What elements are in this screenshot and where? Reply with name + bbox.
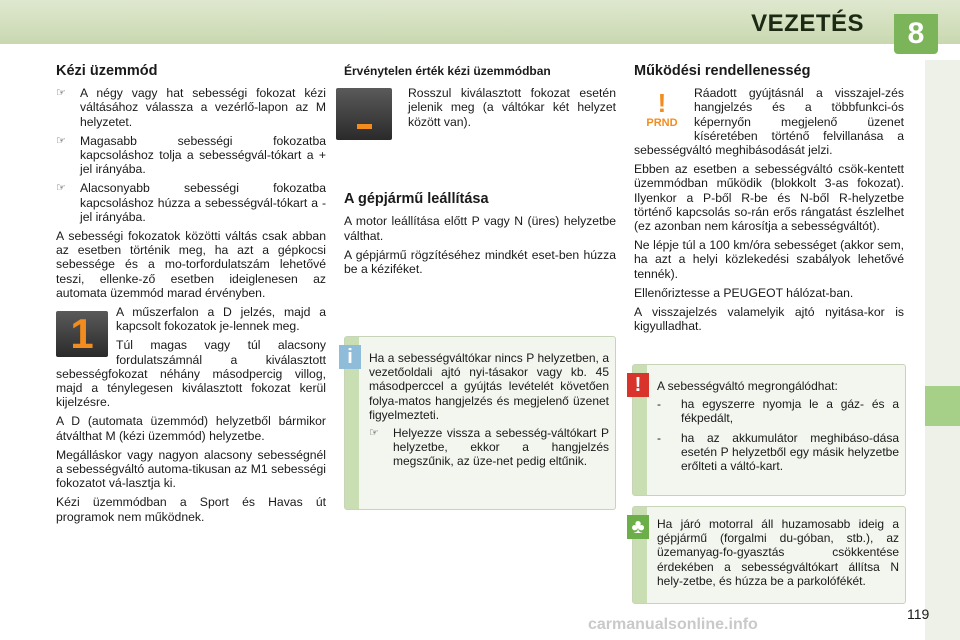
paragraph: Ellenőriztesse a PEUGEOT hálózat-ban. (634, 285, 854, 300)
column-malfunction (634, 64, 904, 338)
warning-label: PRND (646, 117, 678, 130)
hand-pointer-icon: ☞ (56, 182, 66, 195)
hand-pointer-icon: ☞ (56, 87, 66, 100)
svg-text:!: ! (657, 88, 667, 119)
paragraph: A sebességváltó megrongálódhat: (657, 379, 838, 393)
list-item: - ha egyszerre nyomja le a gáz- és a fékpedált, (657, 397, 899, 426)
paragraph: Ebben az esetben a sebességváltó csök-kentett üzemmódban működik (blokkolt 3-as fokozat). Ilyenkor a P-ből R-be és N-ből R-helyzetbe történő kapcsolás so-rán erős rángatást észlelhet (ez azonban nem károsítja a sebességváltót). (634, 162, 904, 234)
paragraph: Megálláskor vagy nagyon alacsony sebességnél a sebességváltó automa-tikusan az M1 sebességi fokozatot vá-lasztja ki. (56, 447, 326, 491)
malfunction-heading: Működési rendellenesség (634, 63, 811, 79)
paragraph: Ha a sebességváltókar nincs P helyzetben, a vezetőoldali ajtó nyi-tásakor vagy kb. 45 másodperccel a gyújtás levételét követően folya-matos hangjelzés és megjelenő üzenet figyelmezteti. (369, 351, 609, 422)
eco-tip-box (632, 506, 906, 604)
eco-tree-icon: ♣ (627, 515, 649, 539)
watermark: carmanualsonline.info (588, 616, 758, 633)
minus-display-icon (336, 88, 392, 140)
list-item: ☞ Helyezze vissza a sebesség-váltókart P helyzetbe, ekkor a hangjelzés megszűnik, az üze-net pedig eltűnik. (369, 426, 609, 469)
page-number: 119 (907, 606, 930, 622)
paragraph: A motor leállítása előtt P vagy N (üres) helyzetbe válthat. (344, 214, 616, 243)
page-header (0, 0, 960, 44)
invalid-value-heading: Érvénytelen érték kézi üzemmódban (344, 64, 551, 78)
hand-pointer-icon: ☞ (369, 427, 379, 440)
side-index-strip (925, 60, 960, 640)
paragraph: Túl magas vagy túl alacsony fordulatszámnál a kiválasztott sebességfokozat néhány másodpercig villog, majd a ténylegesen kiválasztott fokozat kerül kijelzésre. (56, 338, 326, 410)
info-box (344, 336, 616, 510)
paragraph: Ráadott gyújtásnál a visszajel-zés hangjelzés és a többfunkci-ós képernyőn megjelenő üzenet kíséretében történő felvillanása a sebességváltó meghibásodását jelzi. (634, 86, 904, 158)
exclamation-icon: ! (627, 373, 649, 397)
paragraph: A visszajelzés valamelyik ajtó nyitása-kor is kigyulladhat. (634, 305, 904, 334)
vehicle-stop-heading: A gépjármű leállítása (344, 191, 489, 208)
display-number-icon: 1 (56, 311, 108, 357)
column-invalid-and-stop (344, 64, 616, 281)
list-item: ☞ Magasabb sebességi fokozatba kapcsoláshoz tolja a sebességvál-tókart a + jel irányába. (56, 133, 326, 177)
paragraph: Ha járó motorral áll huzamosabb ideig a gépjármű (forgalmi du-góban, stb.), az üzemanyag-fo-gyasztás csökkentése érdekében a sebességváltókart állítsa N hely-zetbe, és húzza be a parkolófékét. (657, 517, 899, 588)
warning-box (632, 364, 906, 496)
info-icon: i (339, 345, 361, 369)
paragraph: Rosszul kiválasztott fokozat esetén jelenik meg (a váltókar két helyzet között van). (408, 86, 616, 129)
chapter-title: VEZETÉS (751, 10, 864, 37)
side-index-tab-active (925, 386, 960, 426)
paragraph: A D (automata üzemmód) helyzetből bármikor átválthat M (kézi üzemmód) helyzetbe. (56, 414, 326, 443)
paragraph: A gépjármű rögzítéséhez mindkét eset-ben húzza be a kéziféket. (344, 247, 616, 277)
paragraph: Kézi üzemmódban a Sport és Havas út programok nem működnek. (56, 495, 326, 524)
manual-mode-heading: Kézi üzemmód (56, 63, 158, 79)
gearbox-warning-icon (638, 86, 686, 130)
chapter-number-tab: 8 (894, 14, 938, 54)
paragraph: A műszerfalon a D jelzés, majd a kapcsolt fokozatok je-lennek meg. (116, 305, 326, 334)
list-item: ☞ A négy vagy hat sebességi fokozat kézi váltásához válassza a vezérlő-lapon az M helyzetet. (56, 86, 326, 129)
list-item: ☞ Alacsonyabb sebességi fokozatba kapcsoláshoz húzza a sebességvál-tókart a - jel irányába. (56, 181, 326, 224)
list-item: - ha az akkumulátor meghibáso-dása esetén P helyzetből egy másik helyzetbe erőlteti a váltó-kart. (657, 430, 899, 474)
paragraph: Ne lépje túl a 100 km/óra sebességet (akkor sem, ha azt a helyi közlekedési szabályok lehetővé tennék). (634, 238, 904, 281)
hand-pointer-icon: ☞ (56, 134, 66, 147)
paragraph: A sebességi fokozatok közötti váltás csak abban az esetben történik meg, ha azt a gépkocsi sebessége és a mo-torfordulatszám lehetővé teszi, ellenke-ző esetben ideiglenesen az automata üzemmód marad érvényben. (56, 229, 326, 300)
column-manual-mode (56, 64, 326, 529)
